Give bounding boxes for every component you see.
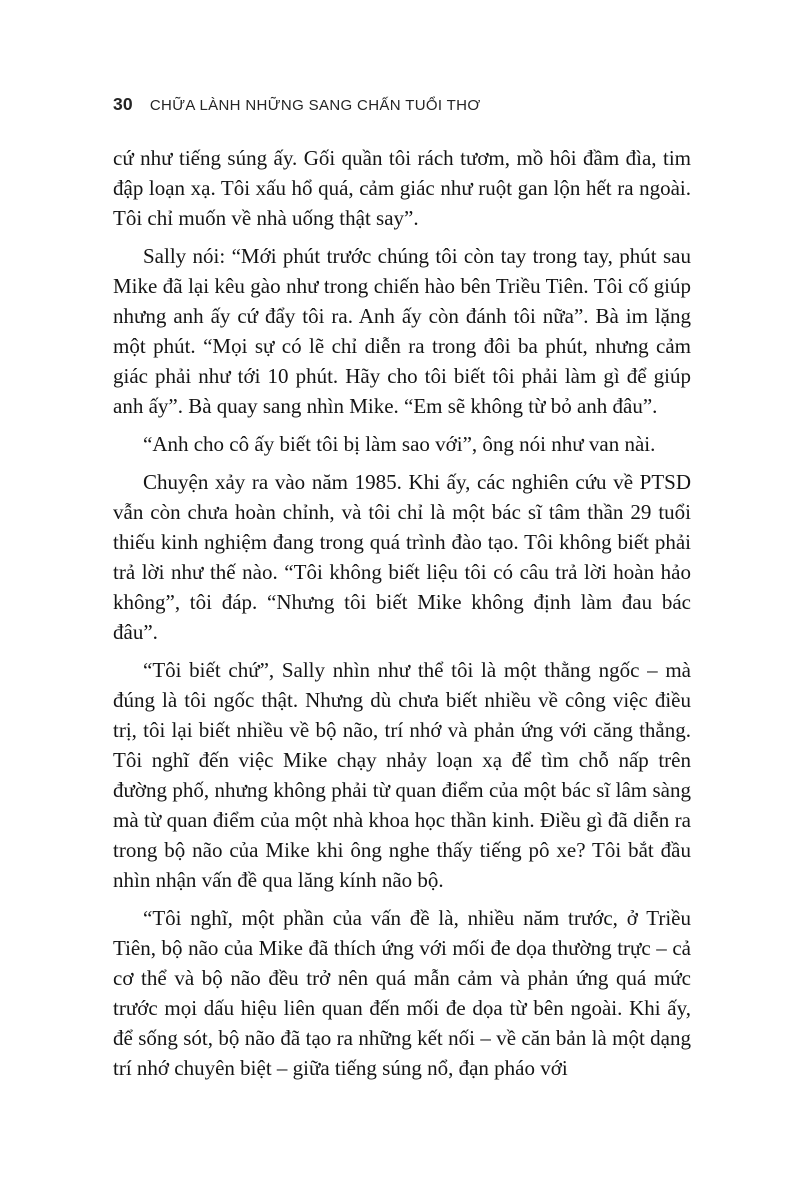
running-title: CHỮA LÀNH NHỮNG SANG CHẤN TUỔI THƠ xyxy=(149,97,481,114)
page-text-block xyxy=(113,143,691,1091)
paragraph: cứ như tiếng súng ấy. Gối quần tôi rách tươm, mồ hôi đầm đìa, tim đập loạn xạ. Tôi xấu hổ quá, cảm giác như ruột gan lộn hết ra ngoài. Tôi chỉ muốn về nhà uống thật say”. xyxy=(113,146,691,230)
paragraph: “Anh cho cô ấy biết tôi bị làm sao với”, ông nói như van nài. xyxy=(143,432,656,456)
page-number: 30 xyxy=(113,94,133,114)
paragraph: “Tôi nghĩ, một phần của vấn đề là, nhiều năm trước, ở Triều Tiên, bộ não của Mike đã thích ứng với mối đe dọa thường trực – cả cơ thể và bộ não đều trở nên quá mẫn cảm và phản ứng quá mức trước mọi dấu hiệu liên quan đến mối đe dọa từ bên ngoài. Khi ấy, để sống sót, bộ não đã tạo ra những kết nối – về căn bản là một dạng trí nhớ chuyên biệt – giữa tiếng súng nổ, đạn pháo với xyxy=(113,906,691,1080)
running-header xyxy=(113,94,481,115)
paragraph: “Tôi biết chứ”, Sally nhìn như thể tôi là một thằng ngốc – mà đúng là tôi ngốc thật. Nhưng dù chưa biết nhiều về công việc điều trị, tôi lại biết nhiều về bộ não, trí nhớ và phản ứng với căng thẳng. Tôi nghĩ đến việc Mike chạy nhảy loạn xạ để tìm chỗ nấp trên đường phố, nhưng không phải từ quan điểm của một bác sĩ lâm sàng mà từ quan điểm của một nhà khoa học thần kinh. Điều gì đã diễn ra trong bộ não của Mike khi ông nghe thấy tiếng pô xe? Tôi bắt đầu nhìn nhận vấn đề qua lăng kính não bộ. xyxy=(113,658,691,892)
paragraph: Chuyện xảy ra vào năm 1985. Khi ấy, các nghiên cứu về PTSD vẫn còn chưa hoàn chỉnh, và tôi chỉ là một bác sĩ tâm thần 29 tuổi thiếu kinh nghiệm đang trong quá trình đào tạo. Tôi không biết phải trả lời như thế nào. “Tôi không biết liệu tôi có câu trả lời hoàn hảo không”, tôi đáp. “Nhưng tôi biết Mike không định làm đau bác đâu”. xyxy=(113,470,691,644)
paragraph: Sally nói: “Mới phút trước chúng tôi còn tay trong tay, phút sau Mike đã lại kêu gào như trong chiến hào bên Triều Tiên. Tôi cố giúp nhưng anh ấy cứ đẩy tôi ra. Anh ấy còn đánh tôi nữa”. Bà im lặng một phút. “Mọi sự có lẽ chỉ diễn ra trong đôi ba phút, nhưng cảm giác phải như tới 10 phút. Hãy cho tôi biết tôi phải làm gì để giúp anh ấy”. Bà quay sang nhìn Mike. “Em sẽ không từ bỏ anh đâu”. xyxy=(113,244,691,418)
